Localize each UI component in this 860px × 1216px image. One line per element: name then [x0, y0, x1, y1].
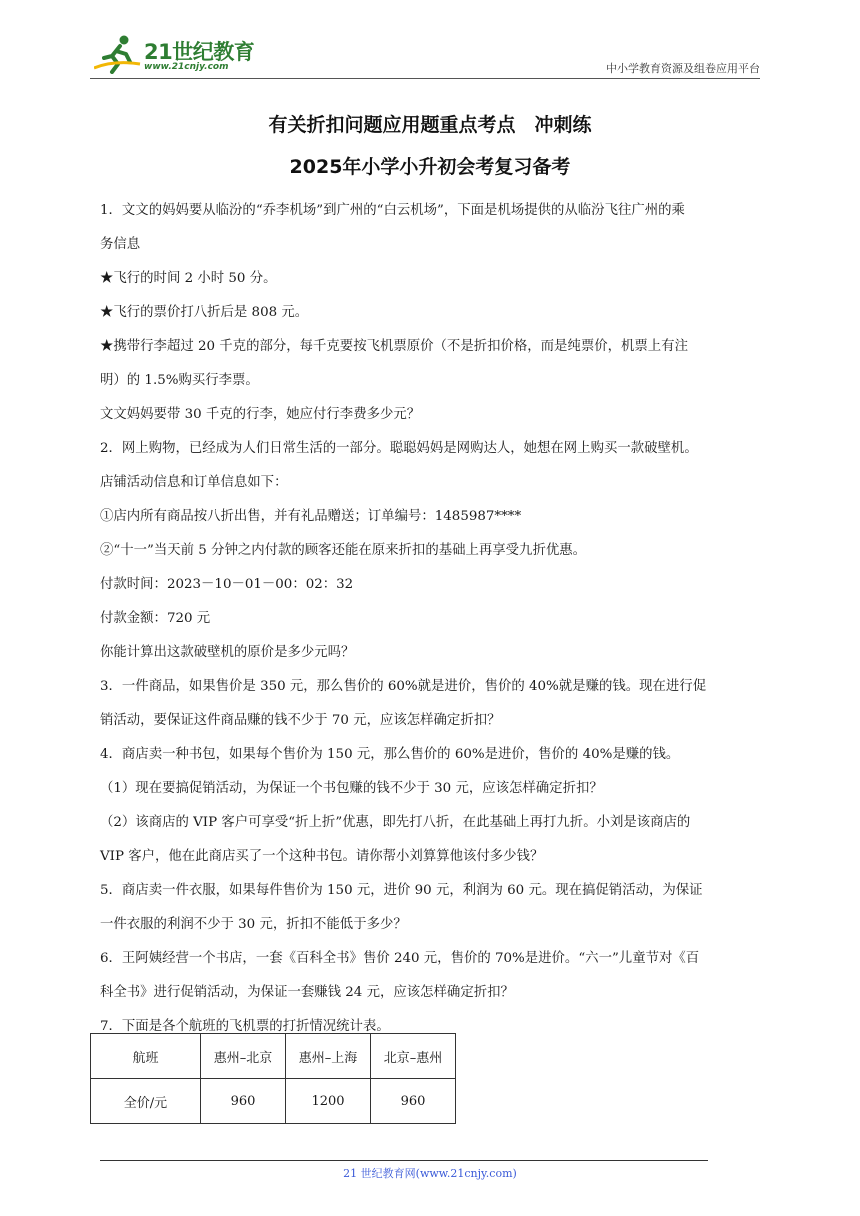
- text-line: 1．文文的妈妈要从临汾的“乔李机场”到广州的“白云机场”，下面是机场提供的从临汾飞往广州的乘: [100, 203, 685, 218]
- document-subtitle: 2025年小学小升初会考复习备考: [289, 156, 571, 178]
- table-header-cell: 北京–惠州: [371, 1034, 456, 1079]
- table-cell: 1200: [286, 1079, 371, 1124]
- text-line: （2）该商店的 VIP 客户可享受“折上折”优惠，即先打八折，在此基础上再打九折。小刘是该商店的: [100, 815, 691, 830]
- text-line: （1）现在要搞促销活动，为保证一个书包赚的钱不少于 30 元，应该怎样确定折扣？: [100, 781, 603, 796]
- site-logo[interactable]: [90, 30, 270, 78]
- text-line: 明）的 1.5%购买行李票。: [100, 373, 259, 388]
- table-cell: 960: [371, 1079, 456, 1124]
- footer-divider: [100, 1160, 708, 1161]
- text-line: 付款时间：2023－10－01－00：02：32: [100, 577, 354, 592]
- text-line: 科全书》进行促销活动，为保证一套赚钱 24 元，应该怎样确定折扣？: [100, 985, 514, 1000]
- document-title: 有关折扣问题应用题重点考点 冲刺练: [268, 114, 592, 136]
- table-header-cell: 惠州–北京: [201, 1034, 286, 1079]
- text-line: ★携带行李超过 20 千克的部分，每千克要按飞机票原价（不是折扣价格，而是纯票价，机票上有注: [100, 339, 688, 354]
- logo-text: 21世纪教育: [144, 40, 255, 64]
- header-divider: [90, 78, 760, 79]
- table-row: [91, 1079, 456, 1124]
- text-line: 5．商店卖一件衣服，如果每件售价为 150 元，进价 90 元，利润为 60 元。现在搞促销活动，为保证: [100, 883, 703, 898]
- text-line: 店铺活动信息和订单信息如下：: [100, 475, 288, 490]
- text-line: VIP 客户，他在此商店买了一个这种书包。请你帮小刘算算他该付多少钱？: [100, 849, 544, 864]
- table-header-row: [91, 1034, 456, 1079]
- text-line: ★飞行的时间 2 小时 50 分。: [100, 271, 277, 286]
- text-line: 销活动，要保证这件商品赚的钱不少于 70 元，应该怎样确定折扣？: [100, 713, 501, 728]
- text-line: 2．网上购物，已经成为人们日常生活的一部分。聪聪妈妈是网购达人，她想在网上购买一款破壁机。: [100, 441, 698, 456]
- table-cell: 960: [201, 1079, 286, 1124]
- text-line: ①店内所有商品按八折出售，并有礼品赠送；订单编号：1485987****: [100, 509, 522, 524]
- platform-name: 中小学教育资源及组卷应用平台: [606, 62, 760, 75]
- text-line: 7．下面是各个航班的飞机票的打折情况统计表。: [100, 1019, 390, 1034]
- table-header-cell: 航班: [91, 1034, 201, 1079]
- runner-logo-icon: [94, 34, 142, 74]
- text-line: ★飞行的票价打八折后是 808 元。: [100, 305, 309, 320]
- text-line: 一件衣服的利润不少于 30 元，折扣不能低于多少？: [100, 917, 407, 932]
- flight-price-table: [90, 1033, 456, 1124]
- table-header-cell: 惠州–上海: [286, 1034, 371, 1079]
- footer-link[interactable]: 21 世纪教育网(www.21cnjy.com): [343, 1167, 517, 1180]
- text-line: 务信息: [100, 237, 141, 252]
- text-line: 付款金额：720 元: [100, 611, 211, 626]
- question-content: [100, 194, 765, 1044]
- text-line: 文文妈妈要带 30 千克的行李，她应付行李费多少元？: [100, 407, 421, 422]
- text-line: 3．一件商品，如果售价是 350 元，那么售价的 60%就是进价，售价的 40%就是赚的钱。现在进行促: [100, 679, 707, 694]
- page-header: [90, 30, 760, 78]
- table-cell: 全价/元: [91, 1079, 201, 1124]
- logo-url: www.21cnjy.com: [144, 62, 229, 72]
- text-line: 6．王阿姨经营一个书店，一套《百科全书》售价 240 元，售价的 70%是进价。“六一”儿童节对《百: [100, 951, 700, 966]
- text-line: ②“十一”当天前 5 分钟之内付款的顾客还能在原来折扣的基础上再享受九折优惠。: [100, 543, 587, 558]
- text-line: 你能计算出这款破壁机的原价是多少元吗？: [100, 645, 355, 660]
- text-line: 4．商店卖一种书包，如果每个售价为 150 元，那么售价的 60%是进价，售价的 40%是赚的钱。: [100, 747, 680, 762]
